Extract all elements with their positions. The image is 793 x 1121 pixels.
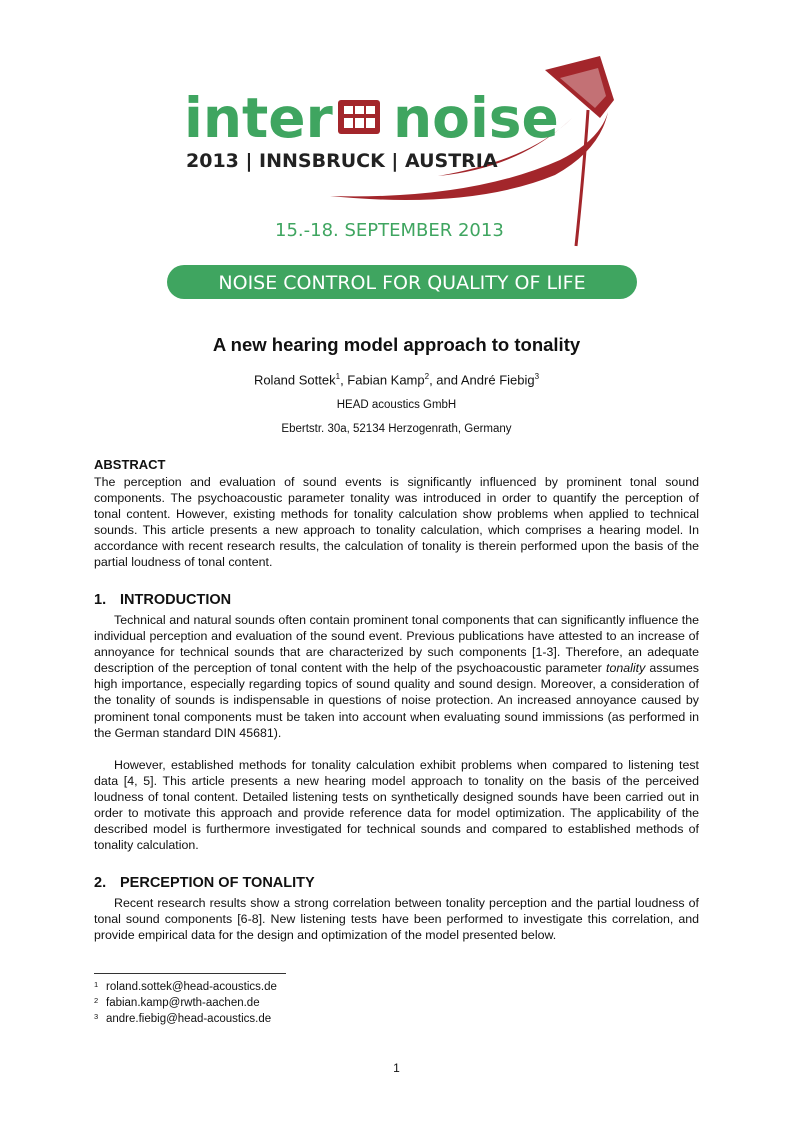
emphasized-term: tonality (606, 661, 646, 676)
author-footnote-mark: 3 (534, 372, 540, 381)
author-name: Roland Sottek (253, 372, 336, 388)
footnote (94, 997, 260, 1009)
section-title: INTRODUCTION (120, 592, 232, 608)
affiliation-address: Ebertstr. 30a, 52134 Herzogenrath, Germany (281, 423, 512, 435)
footnote (94, 1013, 271, 1025)
section-heading-introduction (94, 592, 231, 608)
author-name: Fabian Kamp (347, 372, 425, 388)
author-separator: , and (429, 372, 461, 388)
shield-emblem-icon (338, 100, 380, 134)
paper-title: A new hearing model approach to tonality (212, 334, 581, 355)
author-footnote-mark: 2 (424, 372, 430, 381)
footnote (94, 981, 277, 993)
conference-dates: 15.-18. SEPTEMBER 2013 (275, 220, 504, 241)
footnote-email: andre.fiebig@head-acoustics.de (106, 1013, 272, 1025)
paragraph-text: assumes high importance, especially regarding topics of sound quality and sound design. Moreover, a consideration of the tonality of sounds is indispensable in questions of noise protection. An increased annoyance caused by prominent tonal components must be taken into account when evaluating sound immissions (as performed in the German standard DIN 45681). (94, 661, 699, 740)
author-list (0, 372, 793, 387)
footnote-mark: 3 (94, 1012, 99, 1021)
abstract-heading: ABSTRACT (94, 457, 166, 472)
introduction-paragraph-1 (94, 612, 699, 741)
motto-text: NOISE CONTROL FOR QUALITY OF LIFE (218, 272, 586, 294)
section-number: 1. (94, 592, 107, 608)
paragraph-text: Technical and natural sounds often contain prominent tonal components that can significantly influence the individual perception and evaluation of the sound event. Previous publications have attested to an increase of annoyance for technical sounds that are characterized by such components [1-3]. Therefore, an adequate description of the perception of tonal content with the help of the psychoacoustic parameter (94, 613, 699, 676)
footnote-mark: 2 (94, 996, 99, 1005)
abstract-text: The perception and evaluation of sound events is significantly influenced by prominent tonal sound components. The psychoacoustic parameter tonality was introduced in order to quantify the perception of tonal content. However, existing methods for tonality calculation show problems when applied to technical sounds. This article presents a new approach to tonality calculation, which comprises a hearing model. In accordance with recent research results, the calculation of tonality is therein performed upon the basis of the partial loudness of tonal content. (94, 475, 699, 570)
affiliation: HEAD acoustics GmbH (336, 399, 457, 411)
author-footnote-mark: 1 (335, 372, 341, 381)
author-name: André Fiebig (460, 372, 535, 388)
conference-location: 2013 | INNSBRUCK | AUSTRIA (186, 150, 498, 172)
footnote-email: roland.sottek@head-acoustics.de (106, 981, 277, 993)
footnote-divider (94, 973, 286, 974)
section-title: PERCEPTION OF TONALITY (120, 875, 315, 891)
page-number: 1 (393, 1061, 400, 1075)
perception-paragraph-1: Recent research results show a strong correlation between tonality perception and the partial loudness of tonal sound components [6-8]. New listening tests have been performed to investigate this correlation, and provide empirical data for the design and optimization of the model presented below. (94, 896, 699, 943)
section-number: 2. (94, 875, 107, 891)
introduction-paragraph-2: However, established methods for tonality calculation exhibit problems when compared to listening test data [4, 5]. This article presents a new hearing model approach to tonality on the basis of the perceived loudness of tonal content. Detailed listening tests on synthetically designed sounds have been carried out in order to motivate this approach and provide reference data for model optimization. The applicability of the described model is furthermore investigated for technical sounds and compared to established methods of tonality calculation. (94, 758, 699, 853)
section-heading-perception (94, 875, 315, 891)
logo-text-inter: inter (184, 86, 333, 150)
logo-text-noise: noise (393, 86, 559, 150)
conference-header (0, 0, 793, 310)
footnote-email: fabian.kamp@rwth-aachen.de (106, 997, 260, 1009)
footnote-mark: 1 (94, 980, 99, 989)
author-separator: , (340, 372, 348, 388)
